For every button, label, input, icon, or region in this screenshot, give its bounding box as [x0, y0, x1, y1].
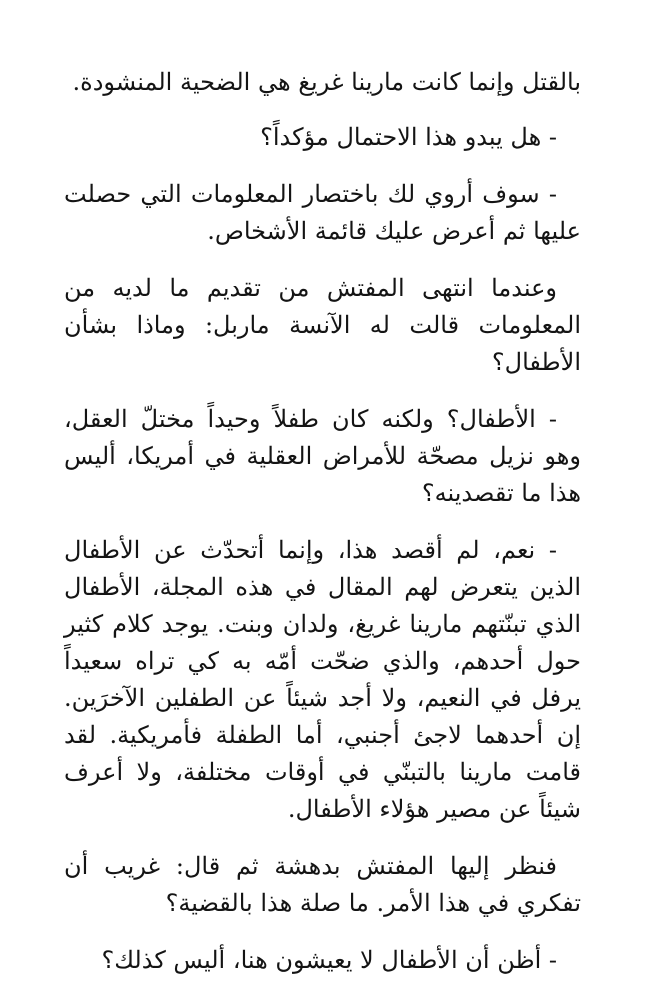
paragraph-dialogue-children: - الأطفال؟ ولكنه كان طفلاً وحيداً مختلّ العقل، وهو نزيل مصحّة للأمراض العقلية في أمريكا، أليس هذا ما تقصدينه؟ [64, 405, 581, 507]
paragraph-dialogue-question: - هل يبدو هذا الاحتمال مؤكداً؟ [260, 123, 557, 151]
paragraph-narration: وعندما انتهى المفتش من تقديم ما لديه من المعلومات قالت له الآنسة ماربل: وماذا بشأن الأطفال؟ [64, 274, 581, 376]
paragraph-dialogue-reply: - سوف أروي لك باختصار المعلومات التي حصلت عليها ثم أعرض عليك قائمة الأشخاص. [64, 180, 581, 245]
paragraph-continuation: بالقتل وإنما كانت مارينا غريغ هي الضحية المنشودة. [72, 68, 581, 96]
paragraph-narration-surprise: فنظر إليها المفتش بدهشة ثم قال: غريب أن تفكري في هذا الأمر. ما صلة هذا بالقضية؟ [64, 852, 581, 917]
paragraph-dialogue-adopted: - نعم، لم أقصد هذا، وإنما أتحدّث عن الأطفال الذين يتعرض لهم المقال في هذه المجلة، الأطفال الذي تبنّتهم مارينا غريغ، ولدان وبنت. يوجد كلام كثير حول أحدهم، والذي ضحّت أمّه به كي تراه سعيداً يرفل في النعيم، ولا أجد شيئاً عن الطفلين الآخرَين. إن أحدهما لاجئ أجنبي، أما الطفلة فأمريكية. لقد قامت مارينا بالتبنّي في أوقات مختلفة، ولا أعرف شيئاً عن مصير هؤلاء الأطفال. [64, 536, 581, 823]
paragraph-dialogue-final: - أظن أن الأطفال لا يعيشون هنا، أليس كذلك؟ [101, 946, 557, 974]
